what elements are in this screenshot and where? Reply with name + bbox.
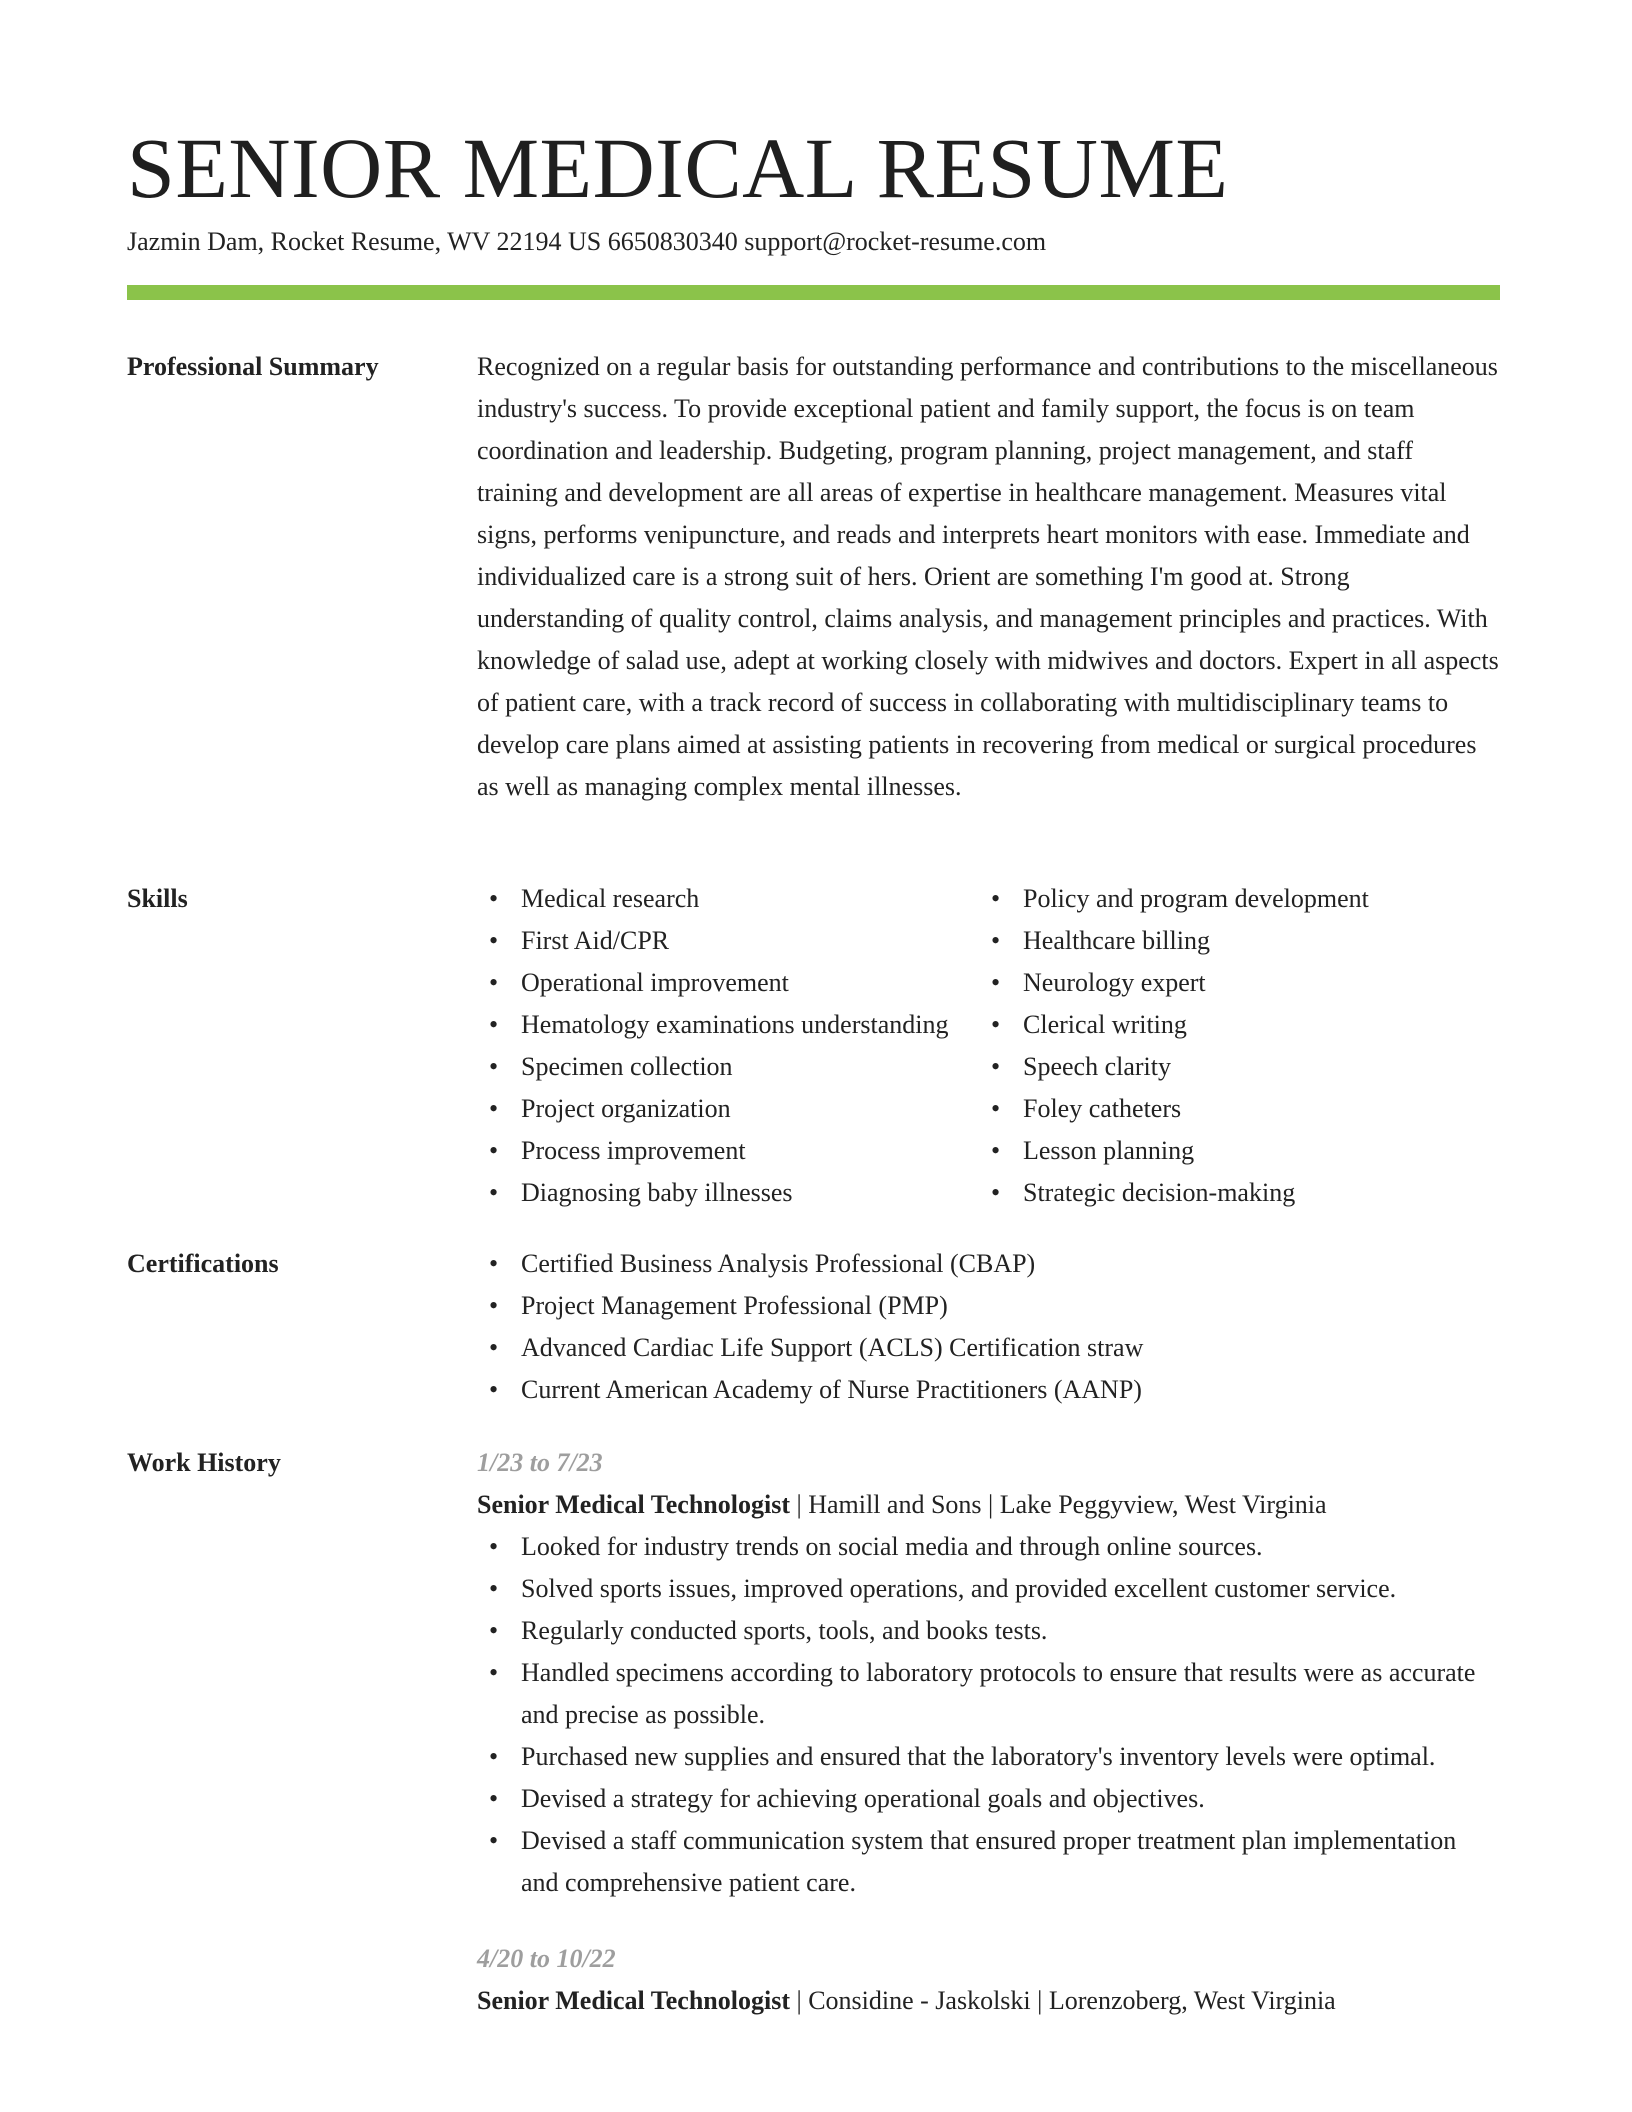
job-entry (477, 1938, 1500, 2022)
summary-text: Recognized on a regular basis for outstanding performance and contributions to the miscellaneous industry's success. To provide exceptional patient and family support, the focus is on team coordination and leadership. Budgeting, program planning, project management, and staff training and development are all areas of expertise in healthcare management. Measures vital signs, performs venipuncture, and reads and interprets heart monitors with ease. Immediate and individualized care is a strong suit of hers. Orient are something I'm good at. Strong understanding of quality control, claims analysis, and management principles and practices. With knowledge of salad use, adept at working closely with midwives and doctors. Expert in all aspects of patient care, with a track record of success in collaborating with multidisciplinary teams to develop care plans aimed at assisting patients in recovering from medical or surgical procedures as well as managing complex mental illnesses. (477, 352, 1499, 801)
job-dates: 4/20 to 10/22 (477, 1944, 616, 1973)
skill-item: • Neurology expert (979, 962, 1499, 1004)
skill-item: • First Aid/CPR (477, 920, 977, 962)
skill-item: • Operational improvement (477, 962, 977, 1004)
skills-heading: Skills (127, 884, 188, 913)
job-duty: • Devised a staff communication system that ensured proper treatment plan implementation and comprehensive patient care. (477, 1820, 1500, 1904)
certifications-body (477, 1243, 1500, 1411)
skill-item: • Specimen collection (477, 1046, 977, 1088)
skill-item: • Foley catheters (979, 1088, 1499, 1130)
job-dates: 1/23 to 7/23 (477, 1448, 603, 1477)
skills-column-right (979, 878, 1499, 1214)
skill-item: • Speech clarity (979, 1046, 1499, 1088)
job-details: | Considine - Jaskolski | Lorenzoberg, West Virginia (790, 1986, 1336, 2015)
work-history-section (127, 1442, 1500, 2102)
certifications-list (477, 1243, 1500, 1411)
work-history-body (477, 1442, 1500, 2056)
skill-item: • Diagnosing baby illnesses (477, 1172, 977, 1214)
job-duty: • Regularly conducted sports, tools, and books tests. (477, 1610, 1500, 1652)
resume-header (127, 118, 1500, 258)
certifications-heading: Certifications (127, 1249, 279, 1278)
certification-item: • Advanced Cardiac Life Support (ACLS) Certification straw (477, 1327, 1500, 1369)
job-duty: • Devised a strategy for achieving operational goals and objectives. (477, 1778, 1500, 1820)
skill-item: • Process improvement (477, 1130, 977, 1172)
job-duty: • Purchased new supplies and ensured that the laboratory's inventory levels were optimal. (477, 1736, 1500, 1778)
job-header (477, 1484, 1500, 1526)
work-history-heading: Work History (127, 1448, 281, 1477)
job-title: Senior Medical Technologist (477, 1490, 790, 1519)
skills-section (127, 878, 1500, 1218)
skill-item: • Lesson planning (979, 1130, 1499, 1172)
skill-item: • Healthcare billing (979, 920, 1499, 962)
summary-section (127, 346, 1500, 846)
job-header (477, 1980, 1500, 2022)
certifications-section (127, 1243, 1500, 1423)
job-duty: • Handled specimens according to laboratory protocols to ensure that results were as accurate and precise as possible. (477, 1652, 1500, 1736)
accent-divider (127, 285, 1500, 300)
skill-item: • Policy and program development (979, 878, 1499, 920)
job-details: | Hamill and Sons | Lake Peggyview, West Virginia (790, 1490, 1327, 1519)
job-duty: • Looked for industry trends on social media and through online sources. (477, 1526, 1500, 1568)
skill-item: • Project organization (477, 1088, 977, 1130)
skill-item: • Strategic decision-making (979, 1172, 1499, 1214)
job-title: Senior Medical Technologist (477, 1986, 790, 2015)
job-duties-list (477, 1526, 1500, 1904)
skill-item: • Medical research (477, 878, 977, 920)
job-entry (477, 1442, 1500, 1904)
certification-item: • Certified Business Analysis Professional (CBAP) (477, 1243, 1500, 1285)
skill-item: • Clerical writing (979, 1004, 1499, 1046)
contact-line: Jazmin Dam, Rocket Resume, WV 22194 US 6650830340 support@rocket-resume.com (127, 227, 1047, 256)
job-duty: • Solved sports issues, improved operations, and provided excellent customer service. (477, 1568, 1500, 1610)
skill-item: • Hematology examinations understanding (477, 1004, 977, 1046)
summary-heading: Professional Summary (127, 352, 379, 381)
certification-item: • Project Management Professional (PMP) (477, 1285, 1500, 1327)
certification-item: • Current American Academy of Nurse Practitioners (AANP) (477, 1369, 1500, 1411)
skills-column-left (477, 878, 977, 1214)
summary-body (477, 346, 1500, 808)
resume-title: SENIOR MEDICAL RESUME (127, 120, 1229, 216)
